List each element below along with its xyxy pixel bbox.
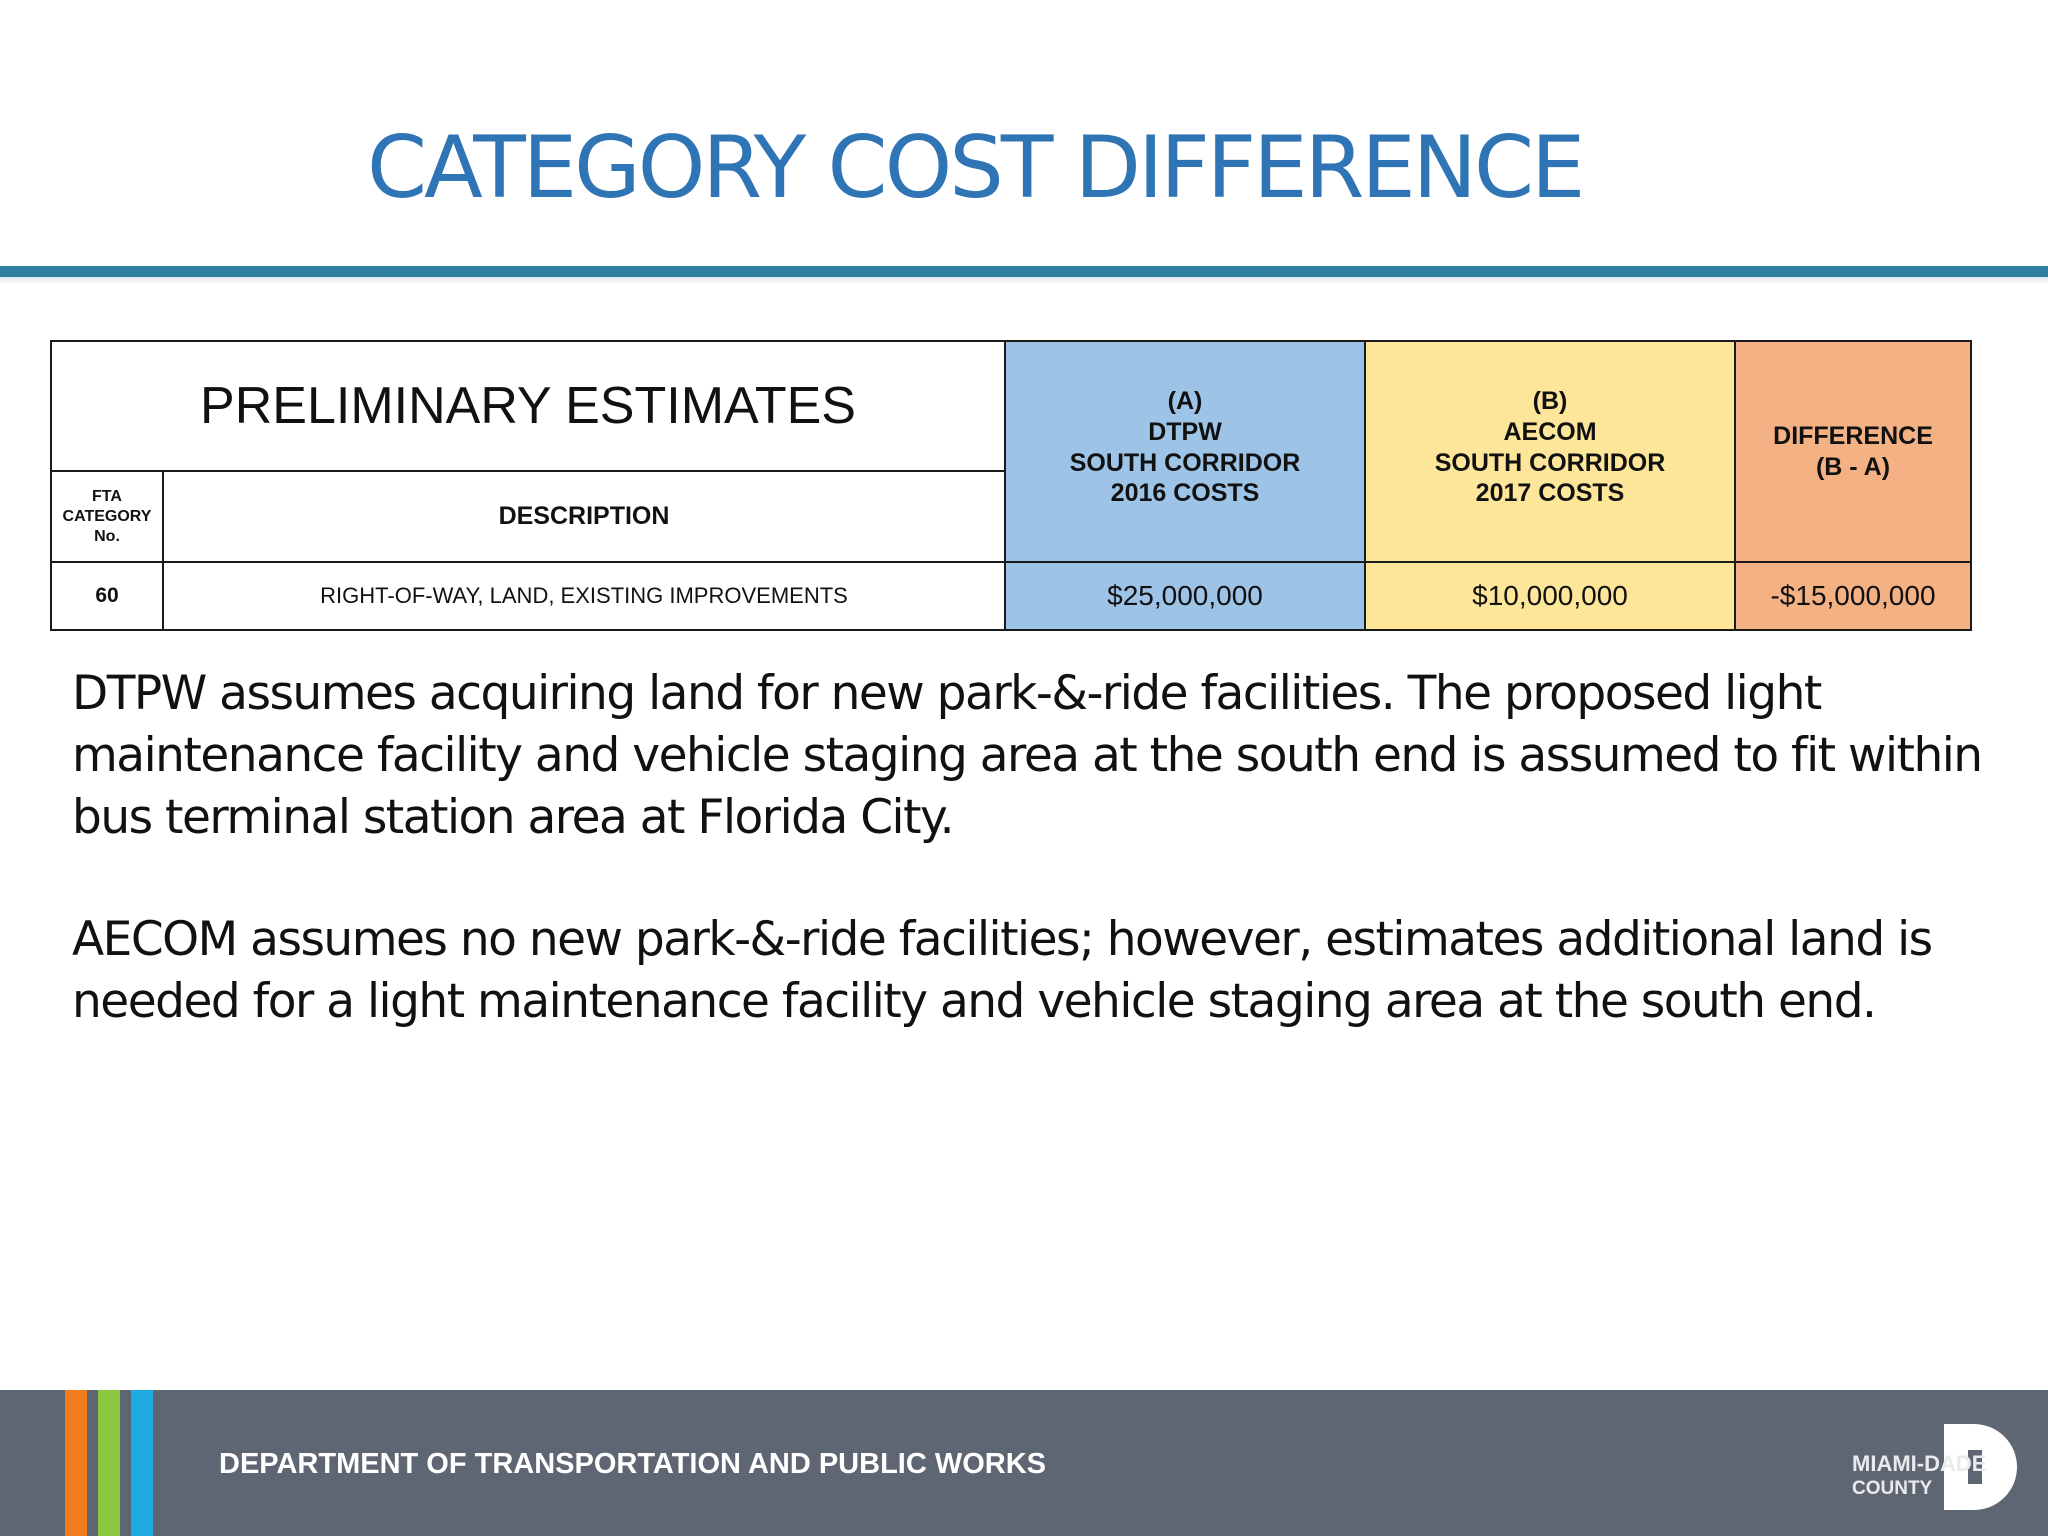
footer-stripe-blue xyxy=(131,1390,153,1536)
row-description: RIGHT-OF-WAY, LAND, EXISTING IMPROVEMENTS xyxy=(163,562,1005,630)
row-category-number: 60 xyxy=(51,562,163,630)
page-title: CATEGORY COST DIFFERENCE xyxy=(367,118,1583,218)
col-b-subheader: 2017 COSTS xyxy=(1475,478,1625,507)
fta-header-line1: FTA xyxy=(92,487,122,505)
difference-line1: DIFFERENCE xyxy=(1773,421,1933,450)
table-row xyxy=(51,562,1971,630)
col-a-header xyxy=(1005,341,1365,562)
title-divider xyxy=(0,266,2048,277)
title-divider-shadow xyxy=(0,277,2048,285)
logo-text-county: COUNTY xyxy=(1852,1478,1933,1499)
col-a-line1: (A) xyxy=(1167,386,1203,415)
fta-category-header xyxy=(51,471,163,562)
fta-header-line2: CATEGORY xyxy=(62,507,152,525)
col-a-subheader: 2016 COSTS xyxy=(1110,478,1260,507)
description-header: DESCRIPTION xyxy=(163,471,1005,562)
fta-header-line3: No. xyxy=(94,527,120,545)
footer-stripe-green xyxy=(98,1390,120,1536)
row-cost-b: $10,000,000 xyxy=(1365,562,1735,630)
difference-line2: (B - A) xyxy=(1815,452,1891,481)
col-b-header xyxy=(1365,341,1735,562)
col-a-line2: DTPW xyxy=(1148,417,1222,446)
col-a-line3: SOUTH CORRIDOR xyxy=(1069,448,1301,477)
col-b-line3: SOUTH CORRIDOR xyxy=(1434,448,1666,477)
aecom-paragraph: AECOM assumes no new park-&-ride facilities; however, estimates additional land is needed for a light maintenance facility and vehicle staging area at the south end. xyxy=(72,912,1932,1029)
dtpw-paragraph: DTPW assumes acquiring land for new park-&-ride facilities. The proposed light maintenance facility and vehicle staging area at the south end is assumed to fit within bus terminal station area at Florida City. xyxy=(72,666,1982,845)
estimates-table xyxy=(50,340,1972,631)
row-cost-a: $25,000,000 xyxy=(1005,562,1365,630)
difference-header xyxy=(1735,341,1971,562)
department-name: DEPARTMENT OF TRANSPORTATION AND PUBLIC WORKS xyxy=(219,1448,1046,1480)
footer-stripe-orange xyxy=(65,1390,87,1536)
logo-text-miami-dade: MIAMI-DADE xyxy=(1852,1451,1987,1476)
col-b-line2: AECOM xyxy=(1503,417,1597,446)
col-b-line1: (B) xyxy=(1532,386,1568,415)
preliminary-estimates-header: PRELIMINARY ESTIMATES xyxy=(51,341,1005,471)
row-difference: -$15,000,000 xyxy=(1735,562,1971,630)
